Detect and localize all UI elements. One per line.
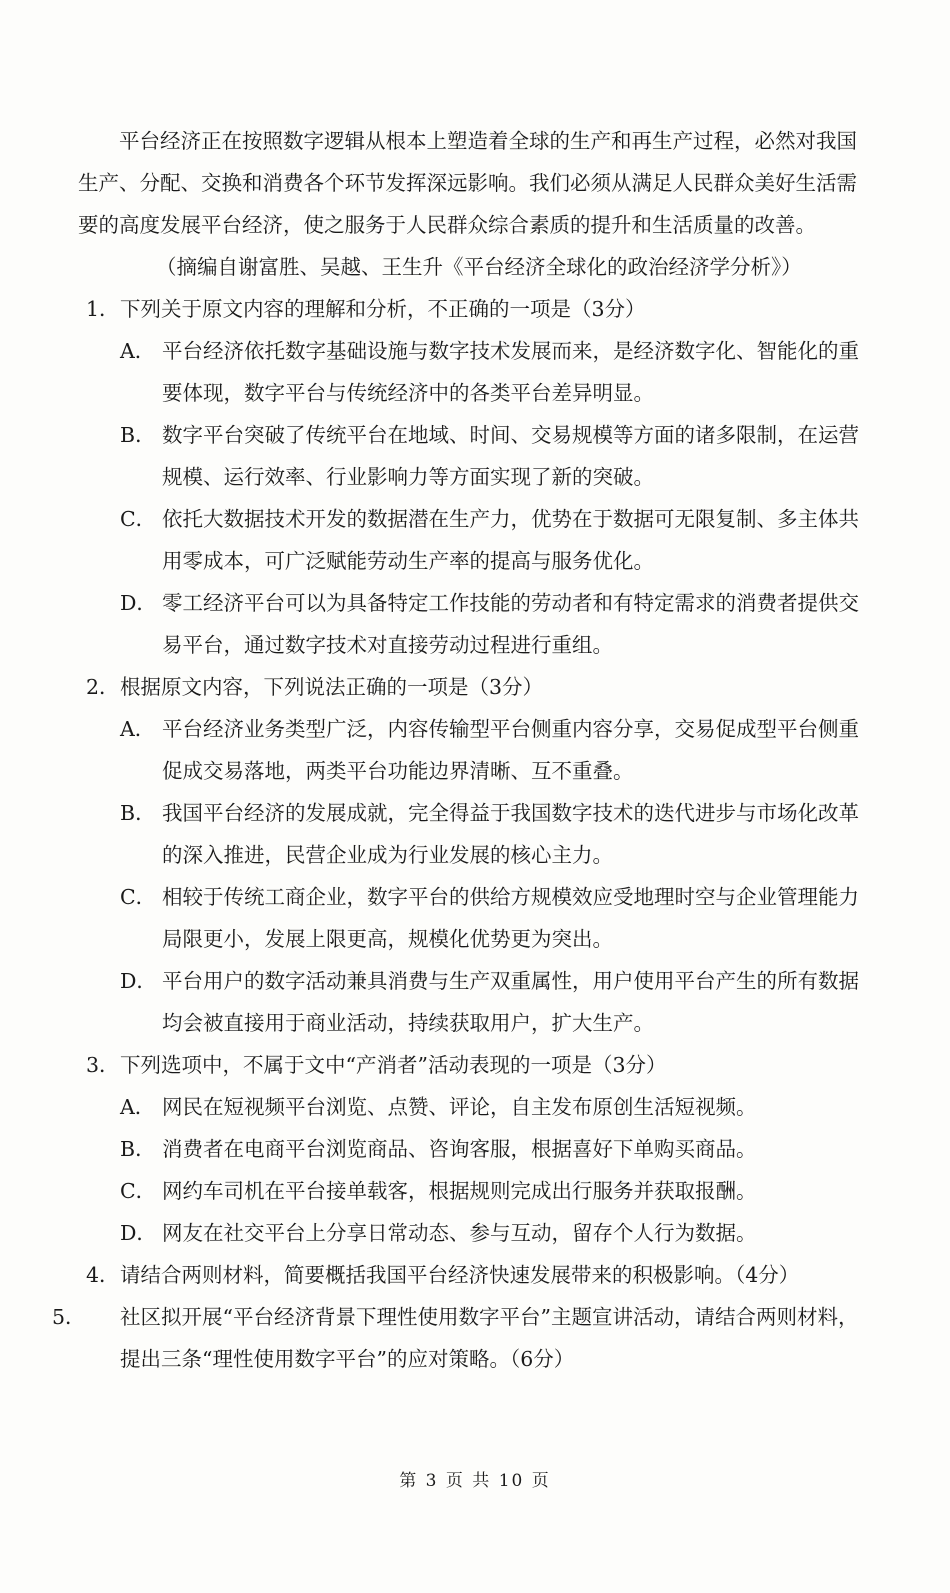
option-text: 平台经济业务类型广泛，内容传输型平台侧重内容分享，交易促成型平台侧重促成交易落地，两类平台功能边界清晰、互不重叠。 bbox=[162, 717, 859, 783]
question-number: 3． bbox=[86, 1053, 120, 1077]
question-stem bbox=[78, 1044, 868, 1086]
question-2 bbox=[78, 666, 868, 1044]
option-a bbox=[78, 1086, 868, 1128]
question-stem bbox=[78, 1254, 868, 1296]
option-d bbox=[78, 582, 868, 666]
option-d bbox=[78, 1212, 868, 1254]
option-text: 数字平台突破了传统平台在地域、时间、交易规模等方面的诸多限制，在运营规模、运行效率、行业影响力等方面实现了新的突破。 bbox=[162, 423, 859, 489]
question-text: 请结合两则材料，简要概括我国平台经济快速发展带来的积极影响。（4分） bbox=[120, 1263, 800, 1287]
option-letter: D． bbox=[120, 969, 157, 993]
option-a bbox=[78, 330, 868, 414]
option-letter: D． bbox=[120, 591, 157, 615]
question-4 bbox=[78, 1254, 868, 1296]
option-text: 零工经济平台可以为具备特定工作技能的劳动者和有特定需求的消费者提供交易平台，通过数字技术对直接劳动过程进行重组。 bbox=[162, 591, 859, 657]
option-letter: D． bbox=[120, 1221, 157, 1245]
question-1 bbox=[78, 288, 868, 666]
option-b bbox=[78, 414, 868, 498]
option-text: 我国平台经济的发展成就，完全得益于我国数字技术的迭代进步与市场化改革的深入推进，民营企业成为行业发展的核心主力。 bbox=[162, 801, 859, 867]
option-text: 网民在短视频平台浏览、点赞、评论，自主发布原创生活短视频。 bbox=[162, 1095, 757, 1119]
option-letter: A． bbox=[120, 1095, 156, 1119]
option-letter: C． bbox=[120, 1179, 157, 1203]
question-stem bbox=[78, 666, 868, 708]
question-number: 5． bbox=[52, 1305, 86, 1329]
question-5 bbox=[52, 1296, 868, 1380]
option-c bbox=[78, 498, 868, 582]
question-text: 下列关于原文内容的理解和分析，不正确的一项是（3分） bbox=[120, 297, 646, 321]
question-text: 下列选项中，不属于文中“产消者”活动表现的一项是（3分） bbox=[120, 1053, 667, 1077]
option-letter: C． bbox=[120, 507, 157, 531]
option-text: 平台用户的数字活动兼具消费与生产双重属性，用户使用平台产生的所有数据均会被直接用于商业活动，持续获取用户，扩大生产。 bbox=[162, 969, 859, 1035]
question-3 bbox=[78, 1044, 868, 1254]
question-stem bbox=[52, 1296, 868, 1380]
option-text: 平台经济依托数字基础设施与数字技术发展而来，是经济数字化、智能化的重要体现，数字平台与传统经济中的各类平台差异明显。 bbox=[162, 339, 859, 405]
option-d bbox=[78, 960, 868, 1044]
page-footer: 第 3 页 共 10 页 bbox=[399, 1471, 551, 1491]
option-text: 网约车司机在平台接单载客，根据规则完成出行服务并获取报酬。 bbox=[162, 1179, 757, 1203]
option-b bbox=[78, 1128, 868, 1170]
option-letter: A． bbox=[120, 339, 156, 363]
option-text: 相较于传统工商企业，数字平台的供给方规模效应受地理时空与企业管理能力局限更小，发展上限更高，规模化优势更为突出。 bbox=[162, 885, 859, 951]
question-number: 4． bbox=[86, 1263, 120, 1287]
option-text: 网友在社交平台上分享日常动态、参与互动，留存个人行为数据。 bbox=[162, 1221, 757, 1245]
question-stem bbox=[78, 288, 868, 330]
page-content bbox=[52, 120, 868, 1380]
question-number: 1． bbox=[86, 297, 120, 321]
option-c bbox=[78, 876, 868, 960]
question-text: 根据原文内容，下列说法正确的一项是（3分） bbox=[120, 675, 544, 699]
option-letter: B． bbox=[120, 801, 156, 825]
passage-paragraph: 平台经济正在按照数字逻辑从根本上塑造着全球的生产和再生产过程，必然对我国生产、分配、交换和消费各个环节发挥深远影响。我们必须从满足人民群众美好生活需要的高度发展平台经济，使之服务于人民群众综合素质的提升和生活质量的改善。 bbox=[78, 129, 857, 237]
question-text: 社区拟开展“平台经济背景下理性使用数字平台”主题宣讲活动，请结合两则材料，提出三条“理性使用数字平台”的应对策略。（6分） bbox=[120, 1305, 859, 1371]
option-a bbox=[78, 708, 868, 792]
option-text: 依托大数据技术开发的数据潜在生产力，优势在于数据可无限复制、多主体共用零成本，可广泛赋能劳动生产率的提高与服务优化。 bbox=[162, 507, 859, 573]
option-letter: A． bbox=[120, 717, 156, 741]
option-letter: B． bbox=[120, 423, 156, 447]
option-text: 消费者在电商平台浏览商品、咨询客服，根据喜好下单购买商品。 bbox=[162, 1137, 757, 1161]
option-c bbox=[78, 1170, 868, 1212]
source-citation: （摘编自谢富胜、吴越、王生升《平台经济全球化的政治经济学分析》） bbox=[156, 255, 802, 279]
option-letter: C． bbox=[120, 885, 157, 909]
question-number: 2． bbox=[86, 675, 120, 699]
option-letter: B． bbox=[120, 1137, 156, 1161]
option-b bbox=[78, 792, 868, 876]
